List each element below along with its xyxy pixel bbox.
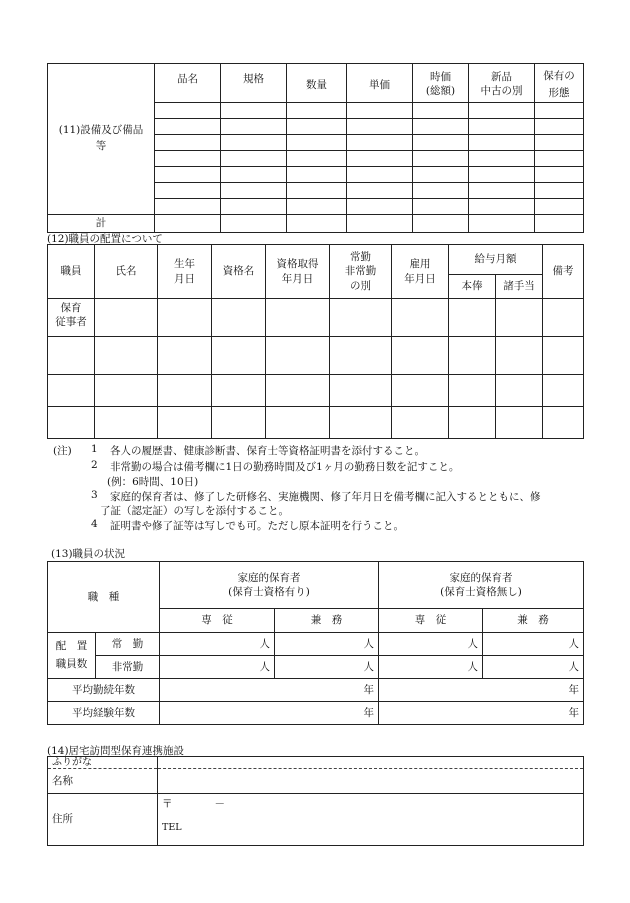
- equipment-cell[interactable]: [347, 134, 413, 150]
- staff-cell[interactable]: [158, 407, 212, 439]
- staff-cell[interactable]: [392, 375, 449, 407]
- equipment-cell[interactable]: [155, 166, 221, 182]
- parttime-a-dedicated[interactable]: 人: [160, 656, 275, 679]
- equipment-cell[interactable]: [535, 182, 584, 198]
- staff-cell[interactable]: [95, 337, 158, 375]
- staff-cell[interactable]: [392, 299, 449, 337]
- tel-line: TEL: [162, 822, 182, 834]
- equipment-cell[interactable]: [287, 134, 347, 150]
- staff-cell[interactable]: [330, 337, 392, 375]
- equipment-cell[interactable]: [413, 182, 469, 198]
- equipment-cell[interactable]: [347, 166, 413, 182]
- avg-service-label: 平均勤続年数: [48, 679, 160, 702]
- equipment-cell[interactable]: [221, 150, 287, 166]
- header-qual-date: 資格取得 年月日: [266, 245, 330, 299]
- equipment-cell[interactable]: [221, 198, 287, 214]
- staff-cell[interactable]: [449, 375, 496, 407]
- staff-cell[interactable]: [449, 299, 496, 337]
- staff-cell[interactable]: [158, 375, 212, 407]
- equipment-cell[interactable]: [347, 150, 413, 166]
- equipment-cell[interactable]: [413, 134, 469, 150]
- equipment-cell[interactable]: [347, 118, 413, 134]
- equipment-total-label: 計: [48, 214, 155, 232]
- staff-count-label: 配 置 職員数: [48, 633, 96, 679]
- equipment-cell[interactable]: [535, 150, 584, 166]
- notes-label: (注): [53, 445, 72, 457]
- equipment-cell[interactable]: [287, 102, 347, 118]
- equipment-cell[interactable]: [469, 134, 535, 150]
- equipment-cell[interactable]: [413, 102, 469, 118]
- staff-cell[interactable]: [158, 299, 212, 337]
- header-staff: 職員: [48, 245, 95, 299]
- note-1: 各人の履歴書、健康診断書、保育士等資格証明書を添付すること。: [110, 445, 425, 457]
- header-remarks: 備考: [543, 245, 584, 299]
- postal-line: 〒 －: [162, 798, 225, 810]
- parttime-a-concurrent[interactable]: 人: [275, 656, 379, 679]
- header-birthdate: 生年 月日: [158, 245, 212, 299]
- equipment-cell[interactable]: [287, 118, 347, 134]
- equipment-table: [47, 63, 584, 233]
- staff-cell[interactable]: [330, 299, 392, 337]
- furigana-field[interactable]: [158, 757, 584, 769]
- note-3: 家庭的保育者は、修了した研修名、実施機関、修了年月日を備考欄に記入するとともに、修: [110, 491, 541, 503]
- equipment-cell[interactable]: [469, 198, 535, 214]
- header-item-name: 品名: [155, 64, 221, 103]
- staff-cell[interactable]: [266, 299, 330, 337]
- staff-cell[interactable]: [266, 337, 330, 375]
- total-cell[interactable]: [413, 214, 469, 232]
- staff-cell[interactable]: [496, 407, 543, 439]
- equipment-cell[interactable]: [469, 182, 535, 198]
- note-2-example: (例：6時間、10日): [107, 476, 199, 488]
- staff-cell[interactable]: [392, 337, 449, 375]
- total-cell[interactable]: [287, 214, 347, 232]
- fulltime-b-dedicated[interactable]: 人: [379, 633, 483, 656]
- equipment-cell[interactable]: [287, 198, 347, 214]
- parttime-label: 非常勤: [96, 656, 160, 679]
- note-2-number: 2: [91, 459, 98, 471]
- staff-cell[interactable]: [48, 407, 95, 439]
- staff-cell[interactable]: [543, 299, 584, 337]
- note-4-number: 4: [91, 518, 98, 530]
- concurrent-b: 兼 務: [483, 609, 584, 633]
- staff-cell[interactable]: [543, 375, 584, 407]
- staff-cell[interactable]: [543, 337, 584, 375]
- equipment-cell[interactable]: [155, 150, 221, 166]
- total-cell[interactable]: [347, 214, 413, 232]
- header-new-used: 新品 中古の別: [469, 64, 535, 103]
- header-hire-date: 雇用 年月日: [392, 245, 449, 299]
- total-cell[interactable]: [535, 214, 584, 232]
- avg-experience-a[interactable]: 年: [160, 702, 379, 725]
- staff-cell[interactable]: [48, 337, 95, 375]
- avg-service-a[interactable]: 年: [160, 679, 379, 702]
- equipment-cell[interactable]: [535, 166, 584, 182]
- equipment-cell[interactable]: [535, 198, 584, 214]
- header-market-value: 時価 (総額): [413, 64, 469, 103]
- col-unqualified-header: 家庭的保育者 (保育士資格無し): [379, 562, 584, 609]
- equipment-cell[interactable]: [413, 198, 469, 214]
- address-label: 住所: [48, 794, 158, 846]
- staff-table: [47, 244, 584, 439]
- address-field[interactable]: [158, 794, 584, 846]
- staff-cell[interactable]: [330, 407, 392, 439]
- staff-cell[interactable]: [95, 375, 158, 407]
- header-spec: 規格: [221, 64, 287, 103]
- staff-cell[interactable]: [95, 299, 158, 337]
- header-quantity: 数量: [287, 64, 347, 103]
- staff-cell[interactable]: [266, 407, 330, 439]
- header-unit-price: 単価: [347, 64, 413, 103]
- header-salary: 給与月額: [449, 245, 543, 275]
- staff-cell[interactable]: [449, 337, 496, 375]
- staff-cell[interactable]: [392, 407, 449, 439]
- partner-facility-table: [47, 756, 584, 846]
- staff-cell[interactable]: [48, 375, 95, 407]
- facility-name-label: 名称: [48, 769, 158, 794]
- equipment-cell[interactable]: [221, 166, 287, 182]
- staff-row-label: 保育 従事者: [48, 299, 95, 337]
- equipment-cell[interactable]: [221, 118, 287, 134]
- fulltime-b-concurrent[interactable]: 人: [483, 633, 584, 656]
- equipment-cell[interactable]: [287, 150, 347, 166]
- staff-cell[interactable]: [496, 299, 543, 337]
- equipment-cell[interactable]: [469, 150, 535, 166]
- parttime-b-dedicated[interactable]: 人: [379, 656, 483, 679]
- equipment-row-label: (11)設備及び備品 等: [48, 64, 155, 215]
- staff-cell[interactable]: [212, 337, 266, 375]
- equipment-cell[interactable]: [413, 166, 469, 182]
- equipment-cell[interactable]: [221, 182, 287, 198]
- total-cell[interactable]: [221, 214, 287, 232]
- equipment-cell[interactable]: [347, 182, 413, 198]
- staff-cell[interactable]: [266, 375, 330, 407]
- facility-name-field[interactable]: [158, 769, 584, 794]
- equipment-cell[interactable]: [155, 182, 221, 198]
- header-allowance: 諸手当: [496, 275, 543, 299]
- equipment-cell[interactable]: [221, 134, 287, 150]
- section-12-title: (12)職員の配置について: [47, 233, 163, 245]
- parttime-b-concurrent[interactable]: 人: [483, 656, 584, 679]
- equipment-cell[interactable]: [535, 118, 584, 134]
- equipment-cell[interactable]: [155, 118, 221, 134]
- note-3-cont: 了証（認定証）の写しを添付すること。: [100, 505, 289, 517]
- equipment-cell[interactable]: [287, 166, 347, 182]
- equipment-cell[interactable]: [347, 102, 413, 118]
- staff-cell[interactable]: [496, 375, 543, 407]
- concurrent-a: 兼 務: [275, 609, 379, 633]
- staff-status-table: [47, 561, 584, 725]
- equipment-cell[interactable]: [155, 134, 221, 150]
- fulltime-a-dedicated[interactable]: 人: [160, 633, 275, 656]
- equipment-cell[interactable]: [535, 134, 584, 150]
- staff-cell[interactable]: [212, 375, 266, 407]
- staff-cell[interactable]: [449, 407, 496, 439]
- fulltime-label: 常 勤: [96, 633, 160, 656]
- staff-cell[interactable]: [496, 337, 543, 375]
- note-3-number: 3: [91, 489, 98, 501]
- equipment-cell[interactable]: [221, 102, 287, 118]
- total-cell[interactable]: [155, 214, 221, 232]
- equipment-cell[interactable]: [155, 198, 221, 214]
- staff-cell[interactable]: [158, 337, 212, 375]
- note-4: 証明書や修了証等は写しでも可。ただし原本証明を行うこと。: [110, 520, 404, 532]
- equipment-cell[interactable]: [347, 198, 413, 214]
- equipment-cell[interactable]: [413, 118, 469, 134]
- section-13-title: (13)職員の状況: [51, 548, 126, 560]
- job-type-label: 職 種: [48, 562, 160, 633]
- section-14-title: (14)居宅訪問型保育連携施設: [47, 745, 185, 757]
- equipment-cell[interactable]: [469, 102, 535, 118]
- staff-cell[interactable]: [95, 407, 158, 439]
- header-qualification: 資格名: [212, 245, 266, 299]
- header-fulltime: 常勤 非常勤 の別: [330, 245, 392, 299]
- equipment-cell[interactable]: [413, 150, 469, 166]
- staff-cell[interactable]: [212, 299, 266, 337]
- equipment-cell[interactable]: [287, 182, 347, 198]
- note-2: 非常勤の場合は備考欄に1日の勤務時間及び1ヶ月の勤務日数を記すこと。: [110, 461, 460, 473]
- staff-cell[interactable]: [543, 407, 584, 439]
- equipment-cell[interactable]: [535, 102, 584, 118]
- equipment-cell[interactable]: [469, 118, 535, 134]
- dedicated-b: 専 従: [379, 609, 483, 633]
- avg-service-b[interactable]: 年: [379, 679, 584, 702]
- avg-experience-label: 平均経験年数: [48, 702, 160, 725]
- header-base-pay: 本俸: [449, 275, 496, 299]
- col-qualified-header: 家庭的保育者 (保育士資格有り): [160, 562, 379, 609]
- header-name: 氏名: [95, 245, 158, 299]
- header-ownership: 保有の 形態: [535, 64, 584, 103]
- avg-experience-b[interactable]: 年: [379, 702, 584, 725]
- equipment-cell[interactable]: [155, 102, 221, 118]
- fulltime-a-concurrent[interactable]: 人: [275, 633, 379, 656]
- note-1-number: 1: [91, 443, 98, 455]
- total-cell[interactable]: [469, 214, 535, 232]
- furigana-label: ふりがな: [48, 757, 158, 769]
- dedicated-a: 専 従: [160, 609, 275, 633]
- equipment-cell[interactable]: [469, 166, 535, 182]
- staff-cell[interactable]: [212, 407, 266, 439]
- staff-cell[interactable]: [330, 375, 392, 407]
